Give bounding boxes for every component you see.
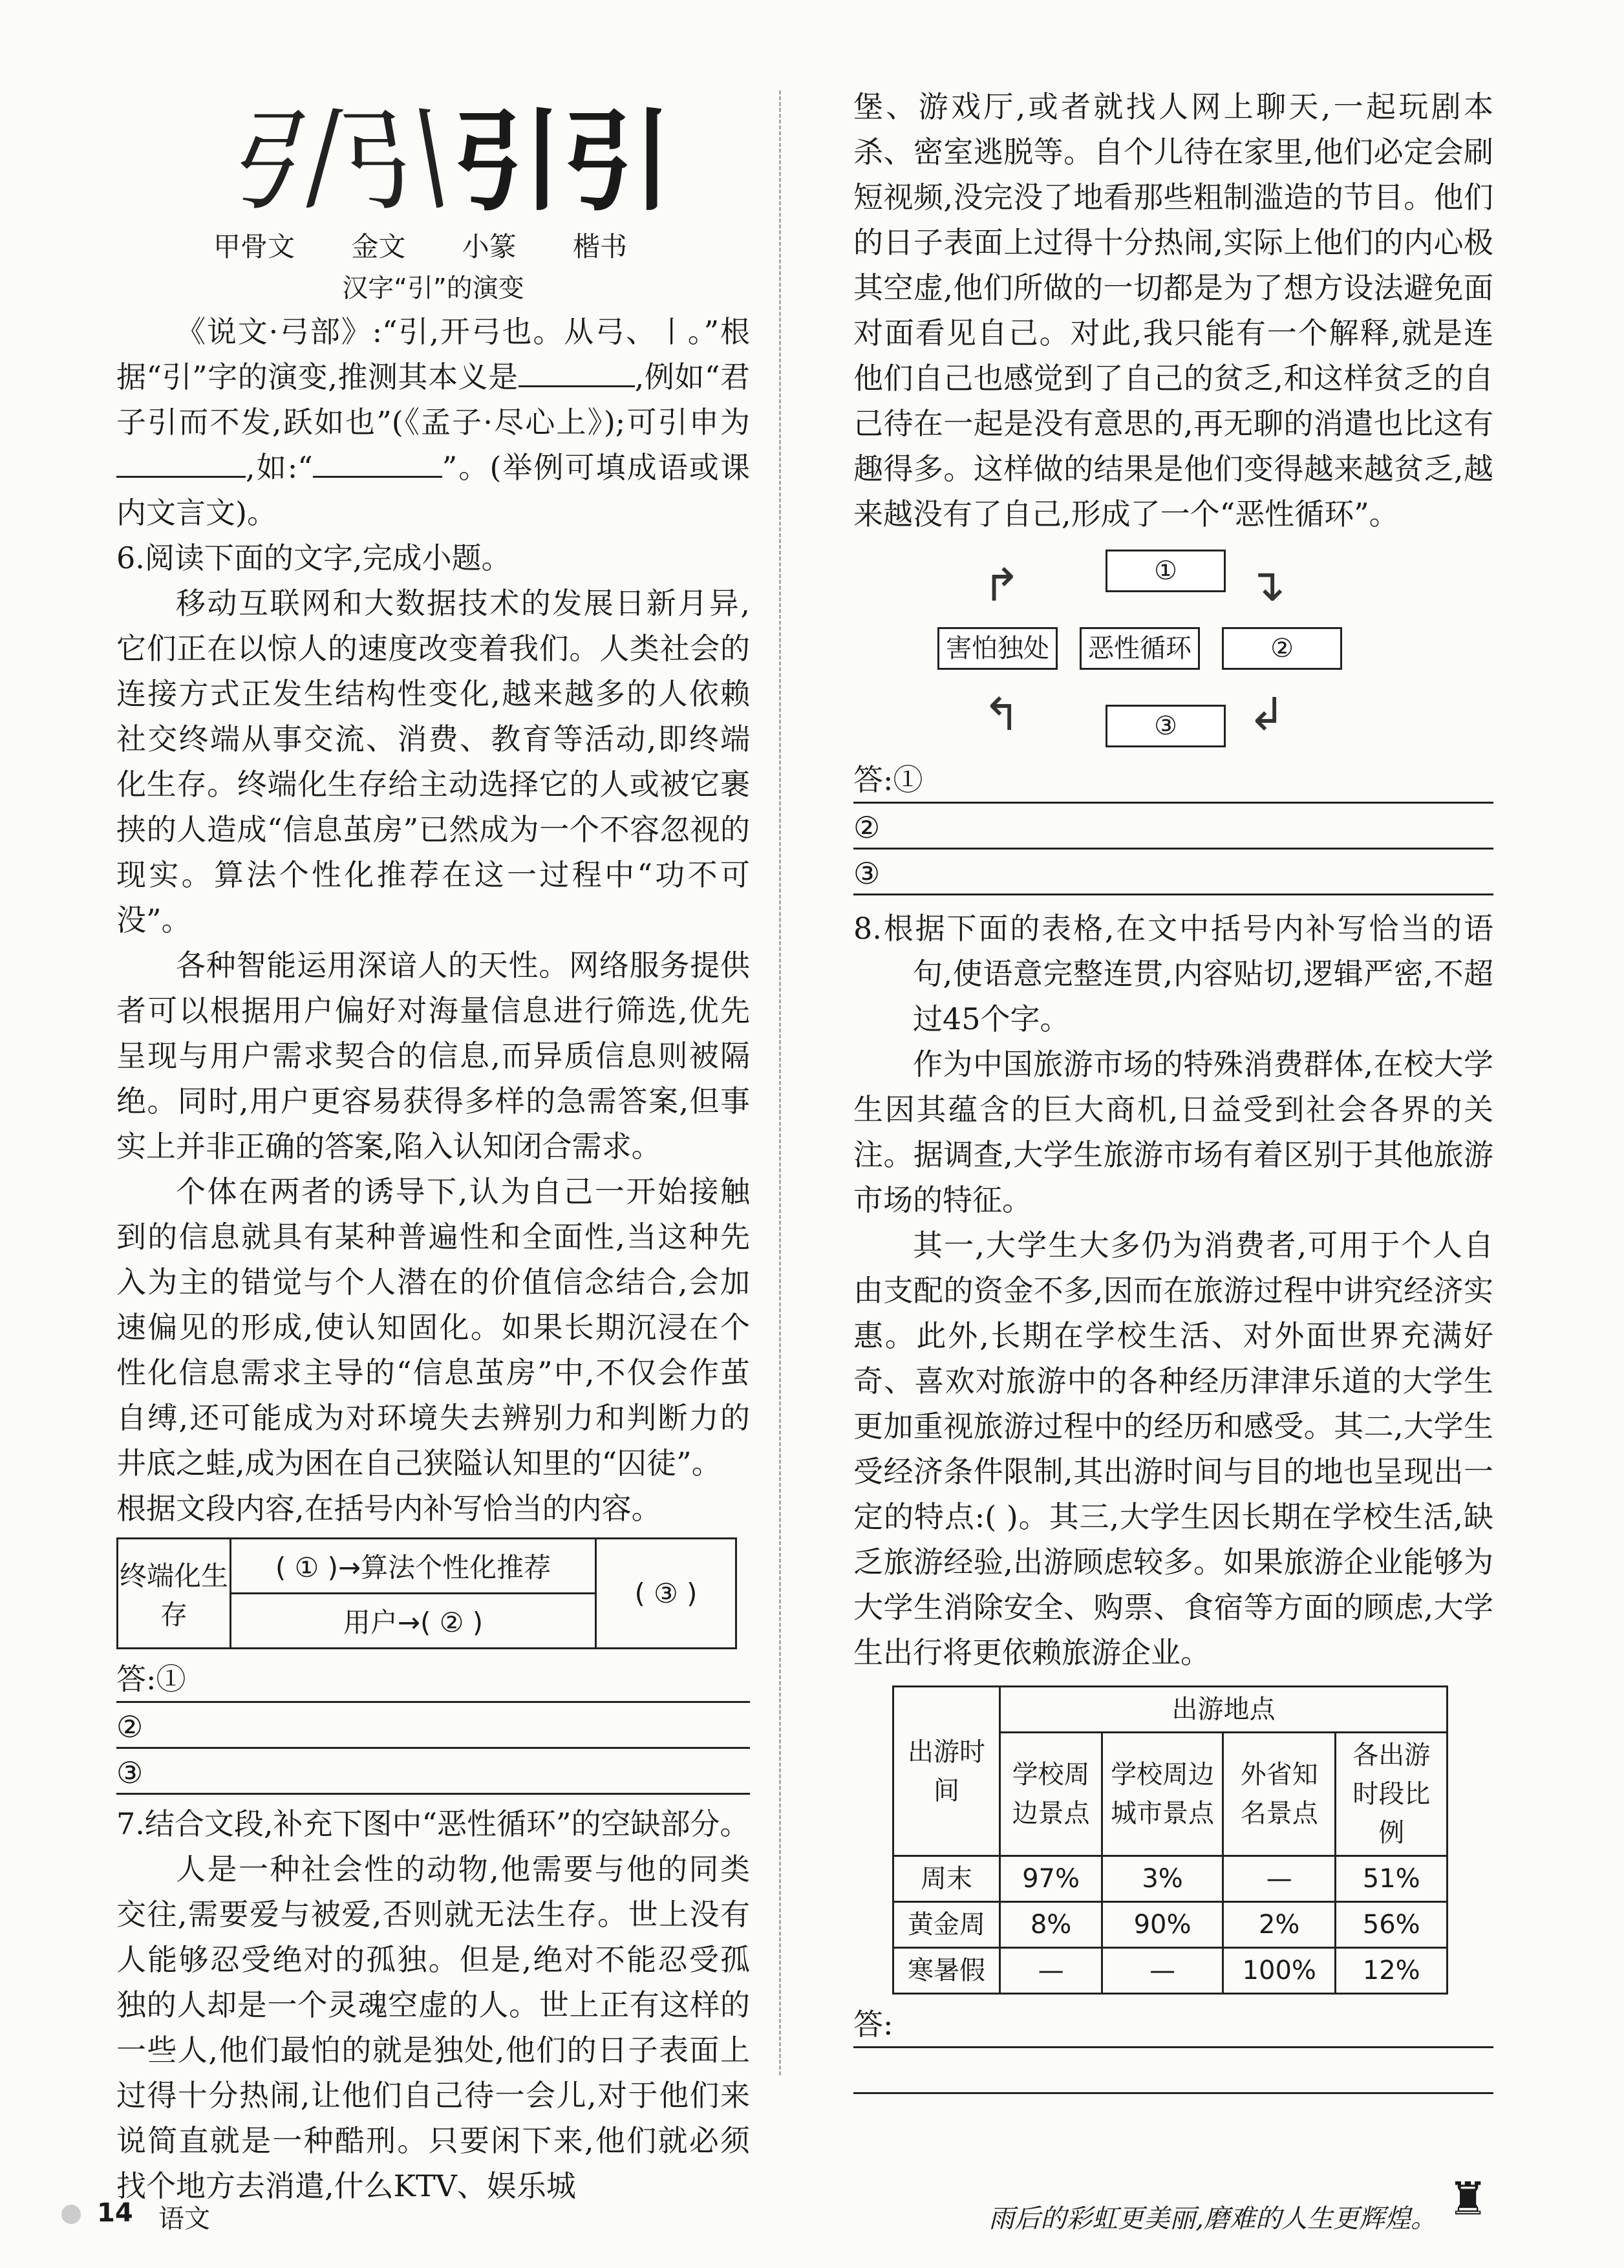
ink-bottle-icon: ♜: [1448, 2172, 1488, 2225]
q7-para1-cont: 堡、游戏厅,或者就找人网上聊天,一起玩剧本杀、密室逃脱等。自个儿待在家里,他们必定会刷短视频,没完没了地看那些粗制滥造的节目。他们的日子表面上过得十分热闹,实际上他们的内心极其空虚,他们所做的一切都是为了想方设法避免面对面看见自己。对此,我只能有一个解释,就是连他们自己也感觉到了自己的贫乏,和这样贫乏的自己待在一起是没有意思的,再无聊的消遣也比这有趣得多。这样做的结果是他们变得越来越贫乏,越来越没有了自己,形成了一个“恶性循环”。: [853, 89, 1493, 531]
table-row: 黄金周 8% 90% 2% 56%: [893, 1902, 1448, 1948]
glyph-regular: 引: [562, 97, 673, 226]
diagram-box-bottom: ③: [1106, 705, 1226, 747]
diagram-box-center: 恶性循环: [1080, 627, 1200, 670]
q8-title: 8.根据下面的表格,在文中括号内补写恰当的语句,使语意完整连贯,内容贴切,逻辑严密,不超过45个字。: [853, 911, 1493, 1036]
answer-line-1[interactable]: 答:: [853, 2007, 1493, 2048]
column-header: 各出游时段比例: [1336, 1733, 1448, 1856]
q7-title: 7.结合文段,补充下图中“恶性循环”的空缺部分。: [116, 1806, 750, 1841]
q7-para1: 人是一种社会性的动物,他需要与他的同类交往,需要爱与被爱,否则就无法生存。世上没有人能够忍受绝对的孤独。但是,绝对不能忍受孤独的人却是一个灵魂空虚的人。世上正有这样的一些人,他们最怕的就是独处,他们的日子表面上过得十分热闹,让他们自己待一会儿,对于他们来说简直就是一种酷刑。只要闲下来,他们就必须找个地方去消遣,什么KTV、娱乐城: [116, 1852, 750, 2203]
table-group-header: 出游地点: [1000, 1687, 1448, 1733]
glyph-seal: 引: [453, 97, 563, 226]
glyph-label: 金文: [351, 231, 406, 262]
answer-line-3[interactable]: ③: [116, 1754, 750, 1795]
table-cell-bottom: 用户→( ② ): [231, 1594, 596, 1649]
diagram-box-left: 害怕独处: [937, 627, 1058, 670]
q6-para1: 移动互联网和大数据技术的发展日新月异,它们正在以惊人的速度改变着我们。人类社会的连接方式正发生结构性变化,越来越多的人依赖社交终端从事交流、消费、教育等活动,即终端化生存。终端化生存给主动选择它的人或被它裹挟的人造成“信息茧房”已然成为一个不容忽视的现实。算法个性化推荐在这一过程中“功不可没”。: [116, 586, 750, 937]
glyph-labels: [213, 226, 627, 268]
subject-label: 语文: [158, 2204, 210, 2234]
answer-blank[interactable]: [518, 354, 635, 387]
q6-title: 6.阅读下面的文字,完成小题。: [116, 540, 511, 575]
answer-line-3[interactable]: ③: [853, 855, 1493, 895]
q8-table: [892, 1685, 1448, 1995]
q5-text: 《说文·弓部》:“引,开弓也。从弓、丨。”根据“引”字的演变,推测其本义是 ,例如“君子引而不发,跃如也”(《孟子·尽心上》);可引申为,如:“ ”。(举例可填成语或课内文言文)。: [116, 314, 751, 530]
column-header: 学校周边城市景点: [1102, 1733, 1223, 1856]
glyph-label: 甲骨文: [213, 231, 295, 262]
q8-para2: 其一,大学生大多仍为消费者,可用于个人自由支配的资金不多,因而在旅游过程中讲究经济实惠。此外,长期在学校生活、对外面世界充满好奇、喜欢对旅游中的各种经历津津乐道的大学生更加重视旅游过程中的经历和感受。其二,大学生受经济条件限制,其出游时间与目的地也呈现出一定的特点:( )。其三,大学生因长期在学校生活,缺乏旅游经验,出游顾虑较多。如果旅游企业能够为大学生消除安全、购票、食宿等方面的顾虑,大学生出行将更依赖旅游企业。: [853, 1228, 1493, 1670]
table-row: 寒暑假 — — 100% 12%: [893, 1948, 1448, 1994]
arrow-down-left-icon: ↲: [1248, 688, 1286, 741]
left-column: [116, 84, 750, 2209]
column-header: 学校周边景点: [1000, 1733, 1102, 1856]
table-cell-top: ( ① )→算法个性化推荐: [231, 1539, 596, 1594]
answer-line-1[interactable]: 答:①: [853, 763, 1493, 804]
answer-line-2[interactable]: [853, 2053, 1493, 2094]
answer-line-2[interactable]: ②: [116, 1708, 750, 1749]
glyph-label: 楷书: [572, 231, 627, 262]
glyph-oracle: 引: [215, 98, 360, 226]
q6-para3: 个体在两者的诱导下,认为自己一开始接触到的信息就具有某种普遍性和全面性,当这种先入为主的错觉与个人潜在的价值信念结合,会加速偏见的形成,使认知固化。如果长期沉浸在个性化信息需求主导的“信息茧房”中,不仅会作茧自缚,还可能成为对环境失去辨别力和判断力的井底之蛙,成为困在自己狭隘认知里的“囚徒”。: [116, 1174, 750, 1481]
arrow-up-left-icon: ↰: [983, 688, 1021, 741]
column-header: 外省知名景点: [1223, 1733, 1336, 1856]
right-column: [853, 84, 1493, 2099]
table-cell-right: ( ③ ): [596, 1539, 736, 1649]
table-corner: 出游时间: [893, 1687, 1000, 1856]
answer-line-2[interactable]: ②: [853, 809, 1493, 850]
glyph-caption: 汉字“引”的演变: [342, 273, 524, 303]
answer-blank[interactable]: [313, 445, 442, 478]
answer-blank[interactable]: [116, 445, 246, 478]
answer-line-1[interactable]: 答:①: [116, 1662, 750, 1703]
page-number: 14: [97, 2198, 133, 2228]
arrow-down-right-icon: ↴: [1248, 559, 1286, 612]
q8-para1: 作为中国旅游市场的特殊消费群体,在校大学生因其蕴含的巨大商机,日益受到社会各界的关注。据调查,大学生旅游市场有着区别于其他旅游市场的特征。: [853, 1047, 1493, 1217]
column-divider: [779, 91, 781, 2075]
q6-instruction: 根据文段内容,在括号内补写恰当的内容。: [116, 1491, 661, 1526]
vicious-cycle-diagram: [937, 550, 1390, 750]
glyph-label: 小篆: [462, 231, 517, 262]
arrow-up-right-icon: ↱: [983, 559, 1021, 612]
table-cell-left: 终端化生存: [118, 1539, 231, 1649]
q6-table: [116, 1537, 737, 1649]
glyph-bronze: 引: [331, 98, 464, 226]
q6-para2: 各种智能运用深谙人的天性。网络服务提供者可以根据用户偏好对海量信息进行筛选,优先呈现与用户需求契合的信息,而异质信息则被隔绝。同时,用户更容易获得多样的急需答案,但事实上并非正确的答案,陷入认知闭合需求。: [116, 948, 750, 1164]
footer-motto: 雨后的彩虹更美丽,磨难的人生更辉煌。: [988, 2204, 1437, 2234]
diagram-box-top: ①: [1106, 550, 1226, 592]
table-row: 周末 97% 3% — 51%: [893, 1856, 1448, 1902]
glyph-evolution: [215, 97, 673, 226]
diagram-box-right: ②: [1222, 627, 1342, 670]
decorative-dot: [61, 2205, 81, 2224]
